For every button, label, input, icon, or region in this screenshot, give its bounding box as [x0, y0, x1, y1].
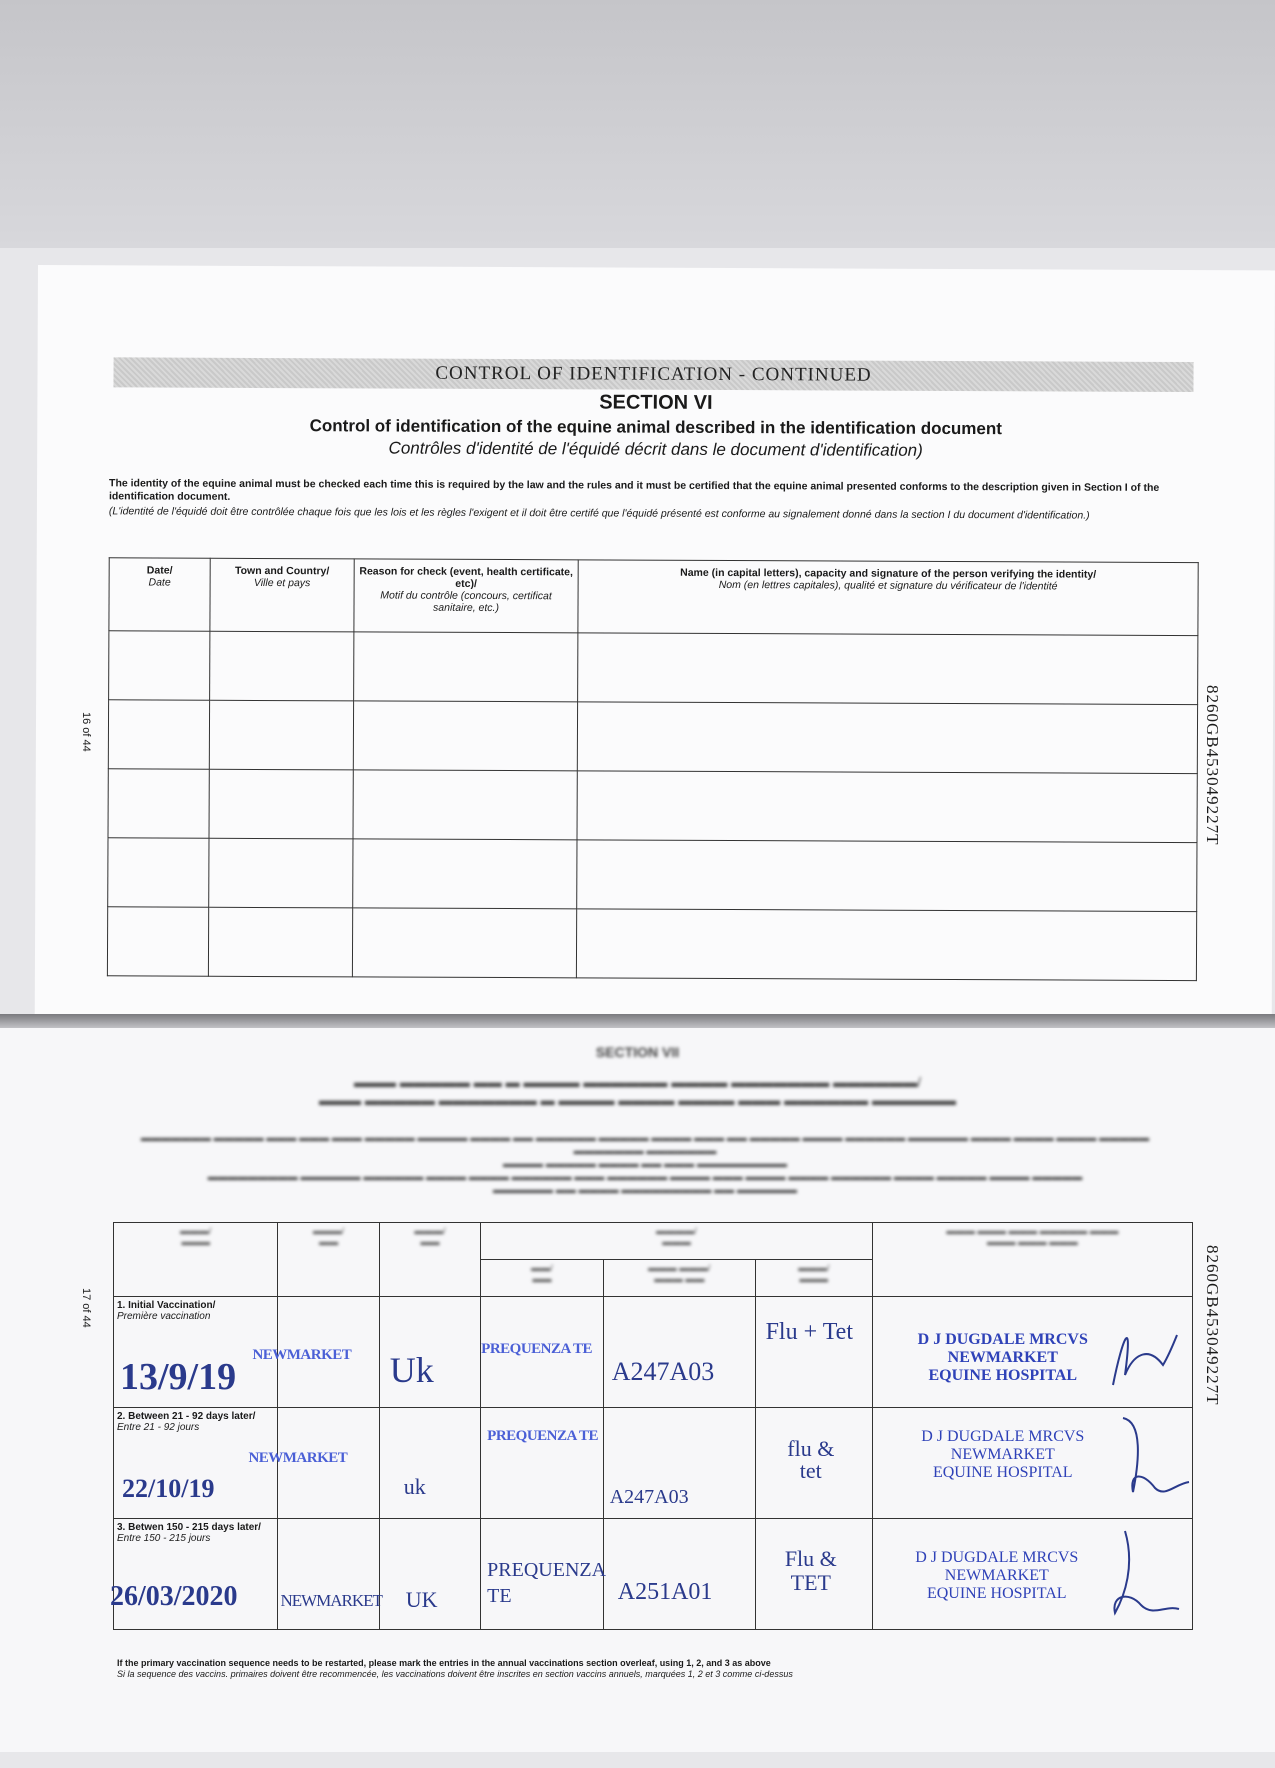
cell-date[interactable] [108, 838, 209, 907]
col-vaccine-name: ▬▬/ ▬▬ [481, 1260, 604, 1297]
handwritten-date: 26/03/2020 [110, 1581, 238, 1612]
cell-disease [755, 1297, 872, 1408]
table-row [108, 700, 1197, 774]
section-subtitle-fr: Contrôles d'identité de l'équidé décrit dans le document d'identification) [388, 438, 923, 460]
cell-disease [755, 1519, 872, 1630]
vet-signature [1103, 1412, 1193, 1508]
cell-batch [603, 1408, 755, 1519]
vet-stamp: D J DUGDALE MRCVS NEWMARKET EQUINE HOSPITAL [915, 1549, 1079, 1602]
cell-vaccine-name [481, 1408, 604, 1519]
table-row [107, 907, 1196, 981]
section-title: SECTION VI [599, 391, 713, 414]
section7-subtitle-fr-blurred: ▬▬▬ ▬▬▬▬▬ ▬▬▬▬▬▬▬ ▬ ▬▬▬▬ ▬▬▬▬ ▬▬▬▬ ▬▬▬ ▬▬▬▬▬▬ ▬▬▬▬▬▬ [318, 1092, 956, 1108]
cell-place [248, 1408, 379, 1519]
cell-country [379, 1297, 480, 1408]
table-row [114, 1408, 1193, 1519]
table-row [109, 631, 1198, 705]
passport-id-code-2: 8260GB453049227T [1203, 1245, 1222, 1406]
col-batch: ▬▬▬ ▬▬▬/ ▬▬▬ ▬▬ [603, 1260, 755, 1297]
passport-id-code: 8260GB453049227T [1203, 685, 1222, 846]
cell-vaccine-name [481, 1297, 604, 1408]
handwritten-place: NEWMARKET [280, 1591, 382, 1610]
col-place: ▬▬▬/ ▬▬ [278, 1223, 379, 1297]
cell-stamp [872, 1408, 1192, 1519]
handwritten-batch: A247A03 [611, 1357, 715, 1386]
cell-reason[interactable] [354, 632, 578, 702]
vaccination-table [110, 1222, 1193, 1630]
row-label: 2. Between 21 - 92 days later/ Entre 21 - 92 jours 22/10/19 [114, 1408, 278, 1519]
table-row [114, 1297, 1193, 1408]
cell-country [379, 1519, 480, 1630]
cell-date[interactable] [107, 907, 208, 976]
footnote-fr: Si la sequence des vaccins. primaires doivent être recommencée, les vaccinations doivent être inscrites en section vaccins annuels, marquées 1, 2 et 3 comme ci-dessus [117, 1669, 793, 1679]
handwritten-country: UK [405, 1587, 438, 1612]
cell-reason[interactable] [353, 770, 577, 840]
stamp-place: NEWMARKET [248, 1450, 348, 1466]
cell-place [278, 1519, 382, 1630]
identity-check-table [107, 557, 1199, 981]
section-banner: CONTROL OF IDENTIFICATION - CONTINUED [113, 357, 1193, 392]
handwritten-disease: Flu + Tet [765, 1319, 853, 1345]
section-subtitle-en: Control of identification of the equine animal described in the identification document [309, 416, 1002, 439]
cell-batch [603, 1297, 755, 1408]
col-vaccine: ▬▬▬▬/ ▬▬▬ [481, 1223, 873, 1260]
cell-town[interactable] [209, 700, 353, 770]
vet-stamp: D J DUGDALE MRCVS NEWMARKET EQUINE HOSPITAL [917, 1331, 1088, 1384]
row-label: 3. Betwen 150 - 215 days later/ Entre 150 - 215 jours 26/03/2020 [114, 1519, 278, 1630]
col-stamp: ▬▬▬ ▬▬▬ ▬▬▬ ▬▬▬▬▬ ▬▬▬ ▬▬▬ ▬▬▬ ▬▬▬ [872, 1223, 1192, 1297]
stamp-vaccine-name: PREQUENZA TE [487, 1428, 598, 1444]
scanner-background [0, 0, 1275, 250]
section7-title: SECTION VII [595, 1044, 680, 1060]
cell-verifier[interactable] [578, 633, 1198, 705]
vet-signature [1095, 1525, 1185, 1621]
cell-verifier[interactable] [576, 909, 1196, 981]
cell-stamp [872, 1297, 1192, 1408]
col-date: ▬▬▬/ ▬▬▬ [114, 1223, 278, 1297]
handwritten-disease: flu & tet [787, 1436, 835, 1483]
cell-reason[interactable] [353, 839, 577, 909]
row-label: 1. Initial Vaccination/ Première vaccination 13/9/19 [114, 1297, 278, 1408]
handwritten-batch: A247A03 [609, 1486, 689, 1508]
cell-date[interactable] [108, 769, 209, 838]
col-reason: Reason for check (event, health certificate, etc)/ Motif du contrôle (concours, certificat sanitaire, etc.) [354, 559, 578, 633]
cell-town[interactable] [208, 907, 352, 977]
cell-batch [603, 1519, 755, 1630]
cell-stamp [872, 1519, 1192, 1630]
col-town-country: Town and Country/ Ville et pays [210, 558, 354, 632]
handwritten-vaccine-name: PREQUENZA TE [487, 1559, 605, 1607]
cell-town[interactable] [210, 631, 354, 701]
cell-reason[interactable] [352, 908, 576, 978]
page-number-16: 16 of 44 [80, 712, 92, 752]
section7-subtitle-blurred: ▬▬▬ ▬▬▬▬▬ ▬▬ ▬ ▬▬▬▬ ▬▬▬▬▬▬ ▬▬▬▬ ▬▬▬▬▬▬▬ ▬▬▬▬▬▬/ [353, 1074, 921, 1090]
cell-vaccine-name [481, 1519, 604, 1630]
stamp-vaccine-name: PREQUENZA TE [481, 1341, 592, 1357]
table-row [108, 838, 1197, 912]
table-row [108, 769, 1197, 843]
intro-text-fr: (L'identité de l'équidé doit être contrôlée chaque fois que les lois et les règles l'exigent et il doit être certifé que l'équidé présenté est conforme au signalement donné dans la section I du document d'identification.) [108, 505, 1090, 522]
stamp-place: NEWMARKET [252, 1347, 352, 1363]
page-section-6 [35, 265, 1275, 1022]
vet-stamp: D J DUGDALE MRCVS NEWMARKET EQUINE HOSPITAL [921, 1428, 1085, 1481]
table-row [114, 1519, 1193, 1630]
page-number-17: 17 of 44 [80, 1288, 92, 1328]
cell-verifier[interactable] [577, 771, 1197, 843]
col-disease: ▬▬▬/ ▬▬▬ [755, 1260, 872, 1297]
cell-town[interactable] [209, 769, 353, 839]
section7-intro-blurred: ▬▬▬▬▬▬▬ ▬▬▬▬▬ ▬▬▬ ▬▬▬ ▬▬▬ ▬▬▬▬▬ ▬▬▬▬▬ ▬▬▬▬ ▬▬ ▬▬▬▬▬▬ ▬▬▬▬▬ ▬▬▬▬ ▬▬▬ ▬▬ ▬▬▬▬▬ ▬▬▬▬ ▬▬▬▬▬▬ ▬▬▬▬▬▬ ▬▬▬▬ ▬▬▬▬ ▬▬▬▬ ▬▬▬▬▬ ▬▬▬▬▬▬▬ ▬▬▬▬▬▬▬ ▬▬▬▬ ▬▬▬▬▬ ▬▬▬▬ ▬▬ ▬▬▬ ▬▬▬▬▬▬▬▬▬ ▬▬▬▬▬▬▬▬▬ ▬▬▬▬▬▬ ▬▬▬▬▬▬ ▬▬▬▬ ▬▬▬▬ ▬▬▬▬▬▬ ▬▬▬ ▬▬▬▬▬▬ ▬▬▬▬ ▬▬▬ ▬▬▬▬ ▬▬▬▬ ▬▬▬▬▬▬ ▬▬▬▬ ▬▬▬▬▬ ▬▬▬▬ ▬▬▬▬▬ ▬▬▬▬▬▬ ▬▬ ▬▬▬▬ ▬▬▬▬▬▬▬▬▬ ▬▬ ▬▬▬▬▬▬ [140, 1133, 1150, 1196]
cell-date[interactable] [108, 700, 209, 769]
handwritten-country: Uk [389, 1350, 434, 1390]
intro-text-en: The identity of the equine animal must be checked each time this is required by the law and the rules and it must be certified that the equine animal presented conforms to the description given in Section I of the identification document. [108, 477, 1160, 503]
cell-verifier[interactable] [577, 840, 1197, 912]
col-verifier: Name (in capital letters), capacity and signature of the person verifying the identity/ Nom (en lettres capitales), qualité et signature du vérificateur de l'identité [578, 560, 1198, 636]
cell-place [252, 1297, 379, 1408]
cell-town[interactable] [209, 838, 353, 908]
col-country: ▬▬▬/ ▬▬ [379, 1223, 480, 1297]
cell-reason[interactable] [353, 701, 577, 771]
footnote [117, 1658, 793, 1680]
footnote-en: If the primary vaccination sequence needs to be restarted, please mark the entries in the annual vaccinations section overleaf, using 1, 2, and 3 as above [117, 1658, 771, 1668]
handwritten-batch: A251A01 [617, 1579, 713, 1605]
cell-verifier[interactable] [577, 702, 1197, 774]
cell-date[interactable] [109, 631, 210, 700]
handwritten-country: uk [403, 1474, 426, 1499]
cell-country [379, 1408, 480, 1519]
handwritten-disease: Flu & TET [784, 1546, 837, 1595]
handwritten-date: 22/10/19 [122, 1474, 215, 1503]
handwritten-date: 13/9/19 [120, 1356, 237, 1398]
vet-signature [1103, 1305, 1183, 1395]
cell-disease [755, 1408, 872, 1519]
col-date: Date/ Date [109, 558, 210, 631]
